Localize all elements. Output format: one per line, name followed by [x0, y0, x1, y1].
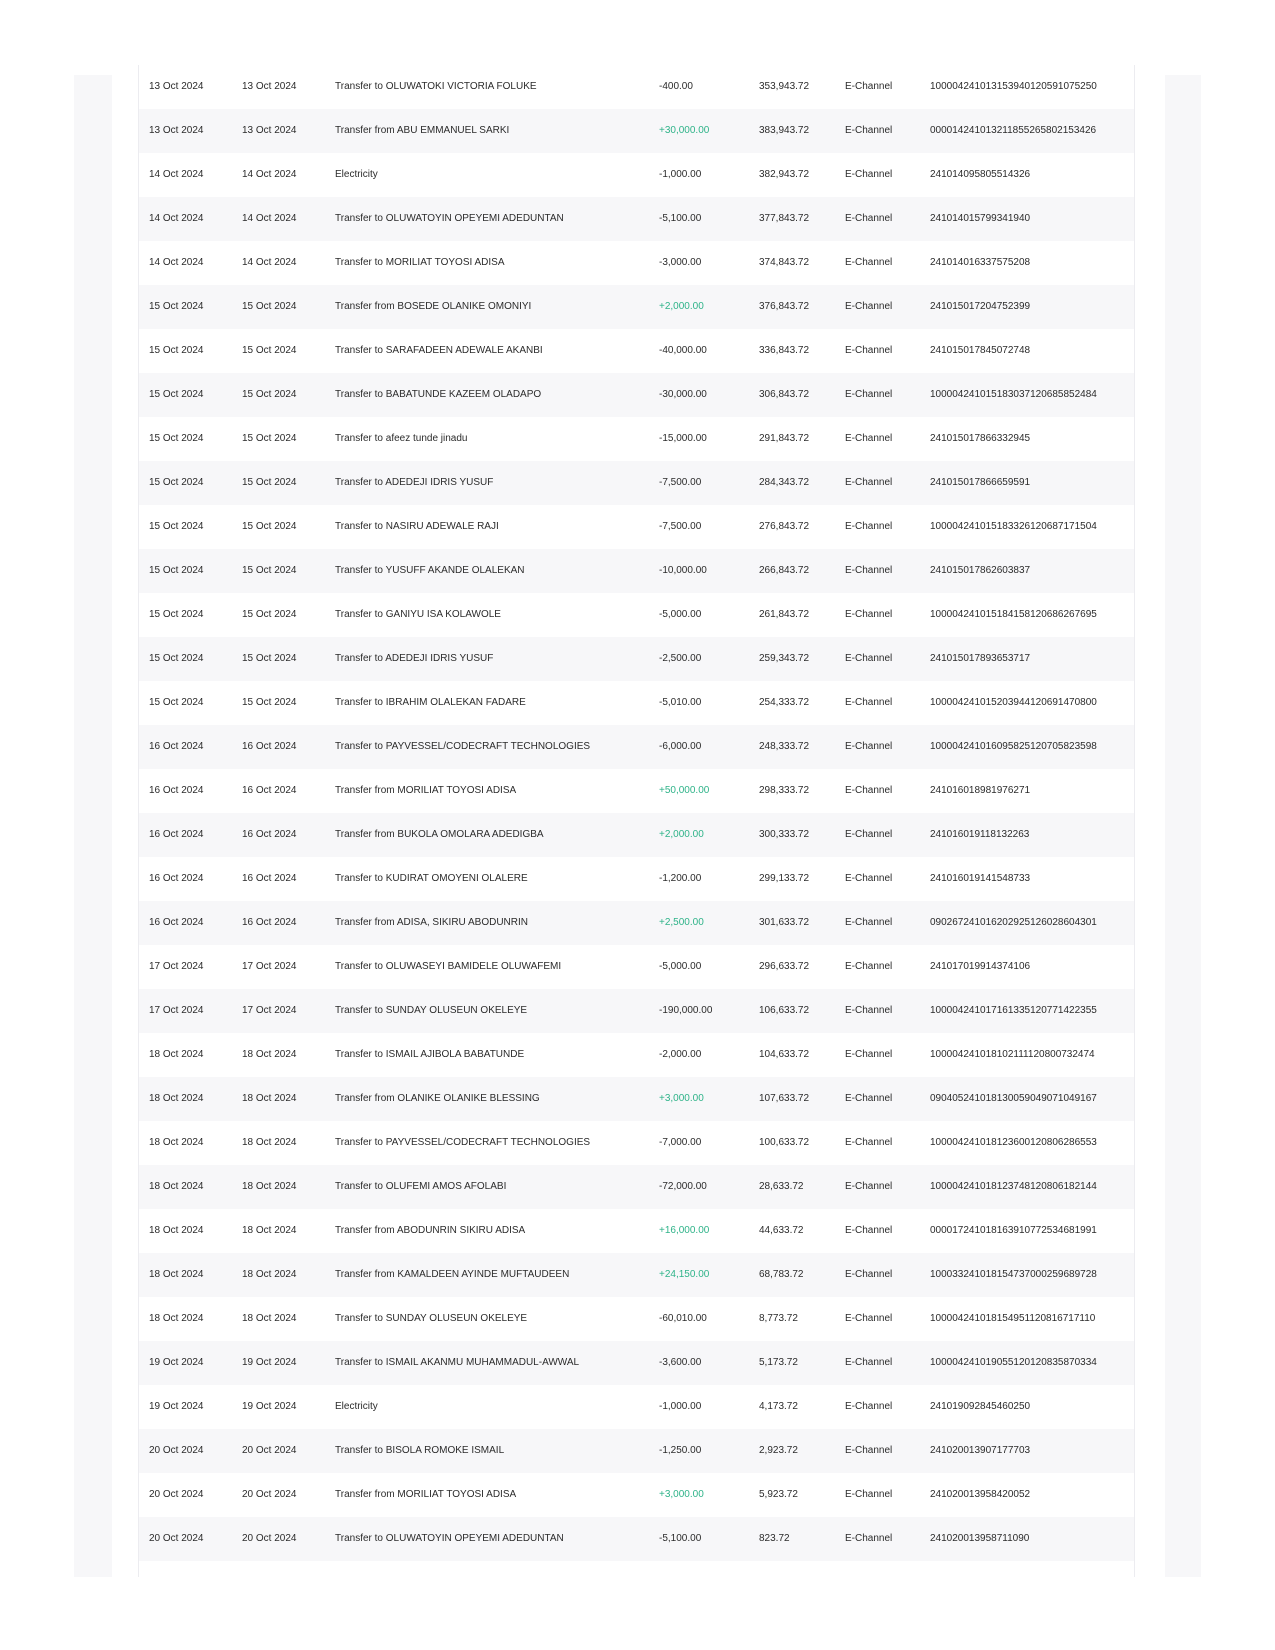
- channel-cell: E-Channel: [845, 521, 893, 532]
- reference-cell: 241014015799341940: [930, 213, 1031, 224]
- channel-cell: E-Channel: [845, 1445, 893, 1456]
- channel-cell: E-Channel: [845, 477, 893, 488]
- channel-cell: E-Channel: [845, 565, 893, 576]
- balance-cell: 261,843.72: [759, 609, 810, 620]
- amount-cell: -2,500.00: [659, 653, 702, 664]
- table-row: [139, 505, 1134, 549]
- balance-cell: 336,843.72: [759, 345, 810, 356]
- channel-cell: E-Channel: [845, 1137, 893, 1148]
- amount-cell: -3,600.00: [659, 1357, 702, 1368]
- channel-cell: E-Channel: [845, 1005, 893, 1016]
- table-row: [139, 945, 1134, 989]
- channel-cell: E-Channel: [845, 829, 893, 840]
- amount-cell: -1,000.00: [659, 169, 702, 180]
- amount-cell: -60,010.00: [659, 1313, 707, 1324]
- table-row: [139, 285, 1134, 329]
- reference-cell: 100004241016095825120705823598: [930, 741, 1097, 752]
- description-cell: Transfer to ADEDEJI IDRIS YUSUF: [335, 653, 494, 664]
- amount-cell: -10,000.00: [659, 565, 707, 576]
- amount-cell: -1,200.00: [659, 873, 702, 884]
- value-date-cell: 16 Oct 2024: [242, 917, 297, 928]
- channel-cell: E-Channel: [845, 1269, 893, 1280]
- table-row: [139, 1121, 1134, 1165]
- amount-cell: -6,000.00: [659, 741, 702, 752]
- value-date-cell: 16 Oct 2024: [242, 741, 297, 752]
- value-date-cell: 13 Oct 2024: [242, 125, 297, 136]
- transaction-date-cell: 16 Oct 2024: [149, 741, 204, 752]
- balance-cell: 100,633.72: [759, 1137, 810, 1148]
- value-date-cell: 19 Oct 2024: [242, 1357, 297, 1368]
- reference-cell: 100004241015183037120685852484: [930, 389, 1097, 400]
- value-date-cell: 15 Oct 2024: [242, 653, 297, 664]
- table-row: [139, 1517, 1134, 1561]
- transaction-date-cell: 13 Oct 2024: [149, 125, 204, 136]
- table-row: [139, 1209, 1134, 1253]
- balance-cell: 382,943.72: [759, 169, 810, 180]
- reference-cell: 241014016337575208: [930, 257, 1031, 268]
- description-cell: Transfer to ISMAIL AKANMU MUHAMMADUL-AWWAL: [335, 1357, 580, 1368]
- table-row: [139, 109, 1134, 153]
- description-cell: Transfer to NASIRU ADEWALE RAJI: [335, 521, 499, 532]
- description-cell: Transfer to KUDIRAT OMOYENI OLALERE: [335, 873, 528, 884]
- transaction-date-cell: 20 Oct 2024: [149, 1489, 204, 1500]
- transaction-date-cell: 18 Oct 2024: [149, 1049, 204, 1060]
- channel-cell: E-Channel: [845, 1225, 893, 1236]
- table-row: [139, 461, 1134, 505]
- amount-cell: -2,000.00: [659, 1049, 702, 1060]
- balance-cell: 374,843.72: [759, 257, 810, 268]
- reference-cell: 241020013907177703: [930, 1445, 1031, 1456]
- channel-cell: E-Channel: [845, 1489, 893, 1500]
- value-date-cell: 18 Oct 2024: [242, 1313, 297, 1324]
- transaction-date-cell: 16 Oct 2024: [149, 829, 204, 840]
- transaction-date-cell: 15 Oct 2024: [149, 389, 204, 400]
- reference-cell: 241015017845072748: [930, 345, 1031, 356]
- balance-cell: 266,843.72: [759, 565, 810, 576]
- table-row: [139, 373, 1134, 417]
- description-cell: Transfer from ABU EMMANUEL SARKI: [335, 125, 510, 136]
- reference-cell: 241014095805514326: [930, 169, 1031, 180]
- right-margin-strip: [1165, 75, 1201, 1577]
- description-cell: Transfer to IBRAHIM OLALEKAN FADARE: [335, 697, 526, 708]
- reference-cell: 100004241017161335120771422355: [930, 1005, 1097, 1016]
- transaction-date-cell: 18 Oct 2024: [149, 1137, 204, 1148]
- channel-cell: E-Channel: [845, 389, 893, 400]
- transaction-date-cell: 15 Oct 2024: [149, 653, 204, 664]
- table-row: [139, 769, 1134, 813]
- value-date-cell: 15 Oct 2024: [242, 477, 297, 488]
- table-row: [139, 197, 1134, 241]
- amount-cell: -40,000.00: [659, 345, 707, 356]
- balance-cell: 248,333.72: [759, 741, 810, 752]
- description-cell: Transfer from ADISA, SIKIRU ABODUNRIN: [335, 917, 529, 928]
- value-date-cell: 14 Oct 2024: [242, 213, 297, 224]
- description-cell: Transfer to afeez tunde jinadu: [335, 433, 468, 444]
- channel-cell: E-Channel: [845, 609, 893, 620]
- value-date-cell: 18 Oct 2024: [242, 1049, 297, 1060]
- transaction-date-cell: 17 Oct 2024: [149, 1005, 204, 1016]
- transaction-date-cell: 15 Oct 2024: [149, 565, 204, 576]
- value-date-cell: 15 Oct 2024: [242, 389, 297, 400]
- amount-cell: -5,100.00: [659, 213, 702, 224]
- balance-cell: 107,633.72: [759, 1093, 810, 1104]
- table-row: [139, 1297, 1134, 1341]
- balance-cell: 300,333.72: [759, 829, 810, 840]
- amount-cell: +2,500.00: [659, 917, 704, 928]
- balance-cell: 68,783.72: [759, 1269, 804, 1280]
- balance-cell: 104,633.72: [759, 1049, 810, 1060]
- description-cell: Electricity: [335, 1401, 378, 1412]
- description-cell: Transfer from KAMALDEEN AYINDE MUFTAUDEEN: [335, 1269, 570, 1280]
- transaction-date-cell: 18 Oct 2024: [149, 1225, 204, 1236]
- amount-cell: -190,000.00: [659, 1005, 713, 1016]
- table-row: [139, 1429, 1134, 1473]
- transaction-date-cell: 15 Oct 2024: [149, 345, 204, 356]
- value-date-cell: 18 Oct 2024: [242, 1093, 297, 1104]
- channel-cell: E-Channel: [845, 741, 893, 752]
- balance-cell: 377,843.72: [759, 213, 810, 224]
- reference-cell: 241015017204752399: [930, 301, 1031, 312]
- description-cell: Electricity: [335, 169, 378, 180]
- description-cell: Transfer from ABODUNRIN SIKIRU ADISA: [335, 1225, 526, 1236]
- amount-cell: -5,010.00: [659, 697, 702, 708]
- amount-cell: +3,000.00: [659, 1489, 704, 1500]
- description-cell: Transfer to YUSUFF AKANDE OLALEKAN: [335, 565, 525, 576]
- description-cell: Transfer from BOSEDE OLANIKE OMONIYI: [335, 301, 532, 312]
- reference-cell: 100004241015183326120687171504: [930, 521, 1097, 532]
- transaction-date-cell: 18 Oct 2024: [149, 1313, 204, 1324]
- reference-cell: 241020013958711090: [930, 1533, 1030, 1544]
- balance-cell: 44,633.72: [759, 1225, 804, 1236]
- description-cell: Transfer to SUNDAY OLUSEUN OKELEYE: [335, 1313, 528, 1324]
- balance-cell: 5,923.72: [759, 1489, 798, 1500]
- reference-cell: 241019092845460250: [930, 1401, 1031, 1412]
- value-date-cell: 17 Oct 2024: [242, 1005, 297, 1016]
- table-row: [139, 1165, 1134, 1209]
- transaction-date-cell: 15 Oct 2024: [149, 609, 204, 620]
- transaction-date-cell: 16 Oct 2024: [149, 917, 204, 928]
- channel-cell: E-Channel: [845, 1313, 893, 1324]
- reference-cell: 100004241018123600120806286553: [930, 1137, 1097, 1148]
- reference-cell: 090405241018130059049071049167: [930, 1093, 1097, 1104]
- amount-cell: -1,250.00: [659, 1445, 702, 1456]
- transaction-date-cell: 20 Oct 2024: [149, 1533, 204, 1544]
- channel-cell: E-Channel: [845, 1049, 893, 1060]
- amount-cell: -7,500.00: [659, 521, 702, 532]
- amount-cell: +24,150.00: [659, 1269, 710, 1280]
- value-date-cell: 17 Oct 2024: [242, 961, 297, 972]
- channel-cell: E-Channel: [845, 81, 893, 92]
- reference-cell: 100004241019055120120835870334: [930, 1357, 1097, 1368]
- value-date-cell: 15 Oct 2024: [242, 345, 297, 356]
- description-cell: Transfer to PAYVESSEL/CODECRAFT TECHNOLOGIES: [335, 741, 591, 752]
- amount-cell: +2,000.00: [659, 829, 704, 840]
- table-row: [139, 549, 1134, 593]
- balance-cell: 276,843.72: [759, 521, 810, 532]
- reference-cell: 100004241015203944120691470800: [930, 697, 1097, 708]
- transaction-date-cell: 14 Oct 2024: [149, 169, 204, 180]
- transaction-date-cell: 17 Oct 2024: [149, 961, 204, 972]
- description-cell: Transfer from MORILIAT TOYOSI ADISA: [335, 1489, 517, 1500]
- reference-cell: 090267241016202925126028604301: [930, 917, 1097, 928]
- value-date-cell: 15 Oct 2024: [242, 521, 297, 532]
- table-row: [139, 1033, 1134, 1077]
- reference-cell: 100004241013153940120591075250: [930, 81, 1097, 92]
- channel-cell: E-Channel: [845, 697, 893, 708]
- value-date-cell: 15 Oct 2024: [242, 609, 297, 620]
- reference-cell: 241016018981976271: [930, 785, 1031, 796]
- balance-cell: 823.72: [759, 1533, 790, 1544]
- balance-cell: 8,773.72: [759, 1313, 798, 1324]
- transaction-date-cell: 18 Oct 2024: [149, 1181, 204, 1192]
- amount-cell: -30,000.00: [659, 389, 707, 400]
- value-date-cell: 18 Oct 2024: [242, 1269, 297, 1280]
- reference-cell: 100033241018154737000259689728: [930, 1269, 1097, 1280]
- statement-table: [138, 65, 1135, 1577]
- channel-cell: E-Channel: [845, 257, 893, 268]
- channel-cell: E-Channel: [845, 1357, 893, 1368]
- table-row: [139, 1077, 1134, 1121]
- balance-cell: 306,843.72: [759, 389, 810, 400]
- balance-cell: 301,633.72: [759, 917, 810, 928]
- value-date-cell: 20 Oct 2024: [242, 1445, 297, 1456]
- description-cell: Transfer to SARAFADEEN ADEWALE AKANBI: [335, 345, 543, 356]
- value-date-cell: 15 Oct 2024: [242, 433, 297, 444]
- value-date-cell: 15 Oct 2024: [242, 565, 297, 576]
- transaction-date-cell: 14 Oct 2024: [149, 257, 204, 268]
- balance-cell: 2,923.72: [759, 1445, 798, 1456]
- channel-cell: E-Channel: [845, 301, 893, 312]
- amount-cell: +50,000.00: [659, 785, 710, 796]
- description-cell: Transfer to OLUWASEYI BAMIDELE OLUWAFEMI: [335, 961, 562, 972]
- reference-cell: 100004241018102111120800732474: [930, 1049, 1095, 1060]
- balance-cell: 4,173.72: [759, 1401, 798, 1412]
- balance-cell: 106,633.72: [759, 1005, 810, 1016]
- value-date-cell: 15 Oct 2024: [242, 697, 297, 708]
- reference-cell: 241020013958420052: [930, 1489, 1031, 1500]
- channel-cell: E-Channel: [845, 1401, 893, 1412]
- value-date-cell: 19 Oct 2024: [242, 1401, 297, 1412]
- table-row: [139, 681, 1134, 725]
- description-cell: Transfer to BABATUNDE KAZEEM OLADAPO: [335, 389, 542, 400]
- table-row: [139, 989, 1134, 1033]
- amount-cell: +30,000.00: [659, 125, 710, 136]
- left-margin-strip: [74, 75, 112, 1577]
- description-cell: Transfer to BISOLA ROMOKE ISMAIL: [335, 1445, 505, 1456]
- table-row: [139, 1385, 1134, 1429]
- reference-cell: 100004241015184158120686267695: [930, 609, 1097, 620]
- balance-cell: 376,843.72: [759, 301, 810, 312]
- channel-cell: E-Channel: [845, 1181, 893, 1192]
- balance-cell: 383,943.72: [759, 125, 810, 136]
- balance-cell: 259,343.72: [759, 653, 810, 664]
- reference-cell: 100004241018154951120816717110: [930, 1313, 1096, 1324]
- channel-cell: E-Channel: [845, 169, 893, 180]
- description-cell: Transfer to SUNDAY OLUSEUN OKELEYE: [335, 1005, 528, 1016]
- transaction-date-cell: 15 Oct 2024: [149, 477, 204, 488]
- value-date-cell: 13 Oct 2024: [242, 81, 297, 92]
- amount-cell: +2,000.00: [659, 301, 704, 312]
- channel-cell: E-Channel: [845, 433, 893, 444]
- balance-cell: 5,173.72: [759, 1357, 798, 1368]
- balance-cell: 296,633.72: [759, 961, 810, 972]
- table-row: [139, 1253, 1134, 1297]
- channel-cell: E-Channel: [845, 917, 893, 928]
- reference-cell: 100004241018123748120806182144: [930, 1181, 1097, 1192]
- reference-cell: 241016019118132263: [930, 829, 1030, 840]
- table-row: [139, 593, 1134, 637]
- table-row: [139, 813, 1134, 857]
- balance-cell: 299,133.72: [759, 873, 810, 884]
- table-row: [139, 637, 1134, 681]
- channel-cell: E-Channel: [845, 345, 893, 356]
- amount-cell: -3,000.00: [659, 257, 702, 268]
- balance-cell: 254,333.72: [759, 697, 810, 708]
- value-date-cell: 18 Oct 2024: [242, 1225, 297, 1236]
- reference-cell: 241015017893653717: [930, 653, 1031, 664]
- transaction-date-cell: 15 Oct 2024: [149, 697, 204, 708]
- reference-cell: 241016019141548733: [930, 873, 1031, 884]
- description-cell: Transfer to OLUWATOYIN OPEYEMI ADEDUNTAN: [335, 213, 564, 224]
- transaction-date-cell: 13 Oct 2024: [149, 81, 204, 92]
- channel-cell: E-Channel: [845, 1533, 893, 1544]
- channel-cell: E-Channel: [845, 961, 893, 972]
- reference-cell: 000017241018163910772534681991: [930, 1225, 1097, 1236]
- value-date-cell: 20 Oct 2024: [242, 1533, 297, 1544]
- reference-cell: 241015017866332945: [930, 433, 1031, 444]
- transaction-date-cell: 18 Oct 2024: [149, 1093, 204, 1104]
- transaction-date-cell: 18 Oct 2024: [149, 1269, 204, 1280]
- description-cell: Transfer to OLUWATOYIN OPEYEMI ADEDUNTAN: [335, 1533, 564, 1544]
- description-cell: Transfer to OLUFEMI AMOS AFOLABI: [335, 1181, 507, 1192]
- table-row: [139, 65, 1134, 109]
- table-row: [139, 241, 1134, 285]
- transaction-date-cell: 20 Oct 2024: [149, 1445, 204, 1456]
- value-date-cell: 14 Oct 2024: [242, 257, 297, 268]
- reference-cell: 241015017866659591: [930, 477, 1031, 488]
- transaction-date-cell: 16 Oct 2024: [149, 785, 204, 796]
- transaction-date-cell: 15 Oct 2024: [149, 521, 204, 532]
- description-cell: Transfer from BUKOLA OMOLARA ADEDIGBA: [335, 829, 544, 840]
- channel-cell: E-Channel: [845, 785, 893, 796]
- reference-cell: 000014241013211855265802153426: [930, 125, 1097, 136]
- value-date-cell: 18 Oct 2024: [242, 1137, 297, 1148]
- description-cell: Transfer to OLUWATOKI VICTORIA FOLUKE: [335, 81, 537, 92]
- table-row: [139, 1473, 1134, 1517]
- amount-cell: -5,000.00: [659, 609, 702, 620]
- table-row: [139, 417, 1134, 461]
- amount-cell: -7,000.00: [659, 1137, 702, 1148]
- table-row: [139, 725, 1134, 769]
- description-cell: Transfer to ISMAIL AJIBOLA BABATUNDE: [335, 1049, 525, 1060]
- balance-cell: 284,343.72: [759, 477, 810, 488]
- value-date-cell: 14 Oct 2024: [242, 169, 297, 180]
- description-cell: Transfer to GANIYU ISA KOLAWOLE: [335, 609, 501, 620]
- transaction-date-cell: 14 Oct 2024: [149, 213, 204, 224]
- amount-cell: -5,000.00: [659, 961, 702, 972]
- amount-cell: +16,000.00: [659, 1225, 710, 1236]
- reference-cell: 241017019914374106: [930, 961, 1031, 972]
- table-row: [139, 901, 1134, 945]
- value-date-cell: 16 Oct 2024: [242, 873, 297, 884]
- transaction-date-cell: 19 Oct 2024: [149, 1357, 204, 1368]
- transaction-date-cell: 16 Oct 2024: [149, 873, 204, 884]
- description-cell: Transfer to PAYVESSEL/CODECRAFT TECHNOLOGIES: [335, 1137, 591, 1148]
- value-date-cell: 20 Oct 2024: [242, 1489, 297, 1500]
- value-date-cell: 16 Oct 2024: [242, 829, 297, 840]
- amount-cell: +3,000.00: [659, 1093, 704, 1104]
- description-cell: Transfer from OLANIKE OLANIKE BLESSING: [335, 1093, 540, 1104]
- channel-cell: E-Channel: [845, 1093, 893, 1104]
- channel-cell: E-Channel: [845, 125, 893, 136]
- channel-cell: E-Channel: [845, 213, 893, 224]
- table-row: [139, 857, 1134, 901]
- channel-cell: E-Channel: [845, 873, 893, 884]
- description-cell: Transfer to ADEDEJI IDRIS YUSUF: [335, 477, 494, 488]
- amount-cell: -72,000.00: [659, 1181, 707, 1192]
- table-row: [139, 329, 1134, 373]
- balance-cell: 291,843.72: [759, 433, 810, 444]
- amount-cell: -1,000.00: [659, 1401, 702, 1412]
- amount-cell: -400.00: [659, 81, 693, 92]
- value-date-cell: 16 Oct 2024: [242, 785, 297, 796]
- table-row: [139, 1341, 1134, 1385]
- channel-cell: E-Channel: [845, 653, 893, 664]
- description-cell: Transfer from MORILIAT TOYOSI ADISA: [335, 785, 517, 796]
- value-date-cell: 18 Oct 2024: [242, 1181, 297, 1192]
- table-row: [139, 153, 1134, 197]
- transaction-date-cell: 19 Oct 2024: [149, 1401, 204, 1412]
- amount-cell: -15,000.00: [659, 433, 707, 444]
- transaction-date-cell: 15 Oct 2024: [149, 301, 204, 312]
- balance-cell: 353,943.72: [759, 81, 810, 92]
- amount-cell: -5,100.00: [659, 1533, 702, 1544]
- reference-cell: 241015017862603837: [930, 565, 1031, 576]
- amount-cell: -7,500.00: [659, 477, 702, 488]
- value-date-cell: 15 Oct 2024: [242, 301, 297, 312]
- balance-cell: 298,333.72: [759, 785, 810, 796]
- description-cell: Transfer to MORILIAT TOYOSI ADISA: [335, 257, 505, 268]
- balance-cell: 28,633.72: [759, 1181, 804, 1192]
- transaction-date-cell: 15 Oct 2024: [149, 433, 204, 444]
